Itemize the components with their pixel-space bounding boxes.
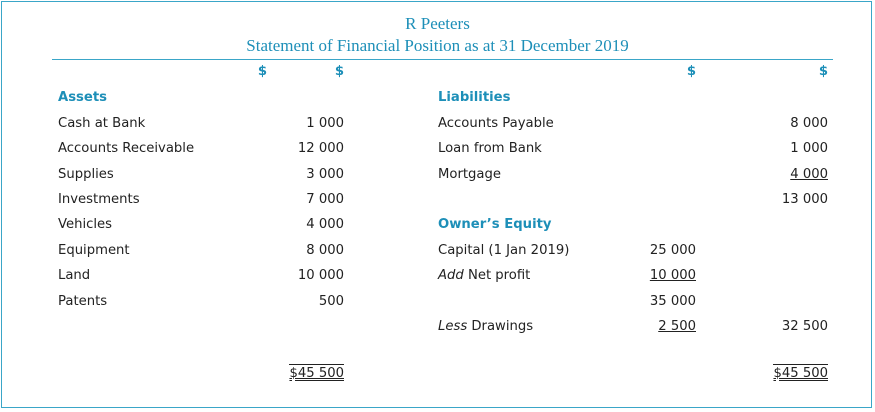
less-drawings-text: Less — [438, 319, 468, 334]
asset-label: Cash at Bank — [58, 116, 146, 131]
asset-amount: 8 000 — [306, 243, 344, 258]
liabilities-heading: Liabilities — [438, 90, 511, 105]
net-profit-cell — [616, 268, 696, 284]
asset-amount: 7 000 — [306, 192, 344, 207]
grand-total: $45 500 — [773, 366, 828, 381]
asset-amount: 4 000 — [306, 217, 344, 232]
liability-label: Accounts Payable — [438, 116, 554, 131]
drawings-cell — [616, 319, 696, 335]
add-word: Add — [438, 268, 464, 283]
equity-heading: Owner’s Equity — [438, 217, 552, 232]
equity-subtotal: 35 000 — [649, 294, 696, 309]
currency-header-assets-sub: $ — [257, 64, 267, 79]
liability-amount — [748, 167, 828, 183]
asset-label: Supplies — [58, 167, 114, 182]
drawings-word: Drawings — [467, 319, 534, 334]
asset-label: Investments — [58, 192, 140, 207]
currency-header-liab-total: $ — [818, 64, 828, 79]
asset-amount: 12 000 — [297, 141, 344, 156]
liability-amount: 1 000 — [790, 141, 828, 156]
asset-label: Land — [58, 268, 91, 283]
asset-amount: 500 — [318, 294, 344, 309]
liability-label: Mortgage — [438, 167, 501, 182]
assets-heading: Assets — [58, 90, 108, 105]
equity-total: 32 500 — [781, 319, 828, 334]
assets-total: $45 500 — [289, 366, 344, 381]
net-profit-row — [438, 268, 530, 284]
capital-label: Capital (1 Jan 2019) — [438, 243, 570, 258]
asset-label: Equipment — [58, 243, 130, 258]
liability-amount: 8 000 — [790, 116, 828, 131]
asset-amount: 3 000 — [306, 167, 344, 182]
capital-amount: 25 000 — [649, 243, 696, 258]
mortgage-amount: 4 000 — [790, 167, 828, 182]
liabilities-total: 13 000 — [781, 192, 828, 207]
asset-label: Vehicles — [58, 217, 113, 232]
owner-name: R Peeters — [405, 14, 470, 33]
asset-label: Patents — [58, 294, 108, 309]
asset-amount: 10 000 — [297, 268, 344, 283]
net-profit-label: Net profit — [467, 268, 531, 283]
drawings-label — [438, 319, 533, 335]
asset-label: Accounts Receivable — [58, 141, 195, 156]
asset-amount: 1 000 — [306, 116, 344, 131]
statement-title: Statement of Financial Position as at 31 December 2019 — [246, 36, 629, 55]
liability-label: Loan from Bank — [438, 141, 542, 156]
net-profit-amount: 10 000 — [649, 268, 696, 283]
currency-header-assets-total: $ — [334, 64, 344, 79]
currency-header-liab-sub: $ — [686, 64, 696, 79]
drawings-amount: 2 500 — [658, 319, 696, 334]
title-rule — [52, 59, 833, 60]
